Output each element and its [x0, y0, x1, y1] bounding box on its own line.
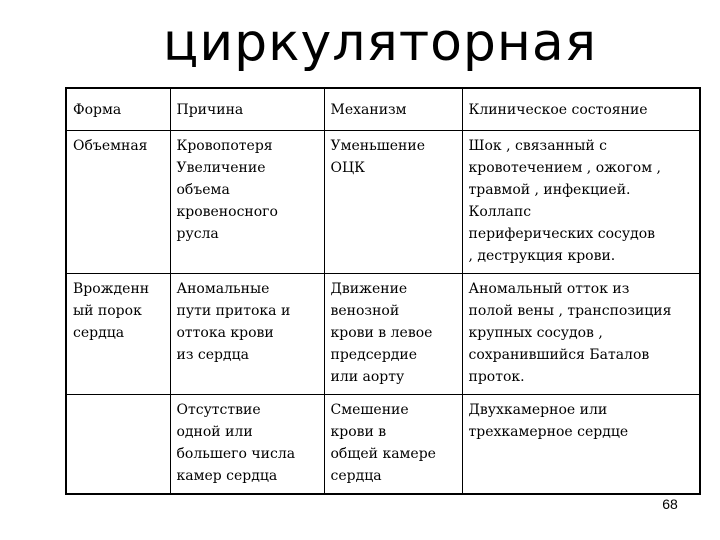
cell-line: крови в: [330, 424, 387, 440]
cell-line: Отсутствие: [176, 402, 261, 418]
header-mechanism: Механизм: [324, 88, 462, 131]
cell-mechanism: [324, 131, 462, 274]
cell-line: кровотечением , ожогом ,: [468, 160, 661, 176]
cell-line: периферических сосудов: [468, 226, 656, 242]
cell-line: Объемная: [73, 138, 148, 154]
cell-line: травмой , инфекцией.: [468, 182, 631, 198]
cell-line: Аномальный отток из: [468, 281, 630, 297]
cell-line: сохранившийся Баталов: [468, 347, 650, 363]
cell-line: кровеносного: [176, 204, 278, 220]
cell-line: большего числа: [176, 446, 296, 462]
cell-line: крови в левое: [330, 325, 433, 341]
header-form: Форма: [66, 88, 170, 131]
cell-line: Врожденн: [73, 281, 150, 297]
cell-form: [66, 395, 170, 495]
cell-cause: [170, 131, 324, 274]
cell-line: Смешение: [330, 402, 409, 418]
cell-line: пути притока и: [176, 303, 291, 319]
header-clinical: Клиническое состояние: [462, 88, 700, 131]
cell-clinical: [462, 274, 700, 395]
cell-mechanism: [324, 395, 462, 495]
cell-line: сердца: [330, 468, 382, 484]
table-row: [66, 395, 700, 495]
cell-line: венозной: [330, 303, 400, 319]
cell-line: камер сердца: [176, 468, 278, 484]
cell-mechanism: [324, 274, 462, 395]
cell-line: Шок , связанный с: [468, 138, 607, 154]
cell-clinical: [462, 131, 700, 274]
cell-cause: [170, 274, 324, 395]
cell-cause: [170, 395, 324, 495]
classification-table: [65, 87, 701, 495]
table-row: [66, 131, 700, 274]
cell-line: объема: [176, 182, 230, 198]
cell-line: сердца: [73, 325, 125, 341]
cell-line: проток.: [468, 369, 525, 385]
cell-line: ый порок: [73, 303, 142, 319]
cell-line: трехкамерное сердце: [468, 424, 629, 440]
cell-line: Уменьшение: [330, 138, 425, 154]
cell-line: русла: [176, 226, 219, 242]
page-number: 68: [662, 496, 678, 512]
slide-title: циркуляторная: [162, 13, 598, 73]
cell-form: [66, 274, 170, 395]
cell-line: ОЦК: [330, 160, 366, 176]
cell-line: или аорту: [330, 369, 405, 385]
cell-line: Коллапс: [468, 204, 532, 220]
cell-form: [66, 131, 170, 274]
table-header-row: [66, 88, 700, 131]
cell-line: , деструкция крови.: [468, 248, 616, 264]
cell-line: Увеличение: [176, 160, 266, 176]
table-row: [66, 274, 700, 395]
cell-line: оттока крови: [176, 325, 274, 341]
cell-line: Двухкамерное или: [468, 402, 608, 418]
cell-clinical: [462, 395, 700, 495]
cell-line: Кровопотеря: [176, 138, 273, 154]
cell-line: полой вены , транспозиция: [468, 303, 672, 319]
cell-line: Аномальные: [176, 281, 270, 297]
header-cause: Причина: [170, 88, 324, 131]
cell-line: одной или: [176, 424, 253, 440]
cell-line: общей камере: [330, 446, 436, 462]
cell-line: предсердие: [330, 347, 418, 363]
cell-line: крупных сосудов ,: [468, 325, 603, 341]
cell-line: Движение: [330, 281, 408, 297]
cell-line: из сердца: [176, 347, 249, 363]
